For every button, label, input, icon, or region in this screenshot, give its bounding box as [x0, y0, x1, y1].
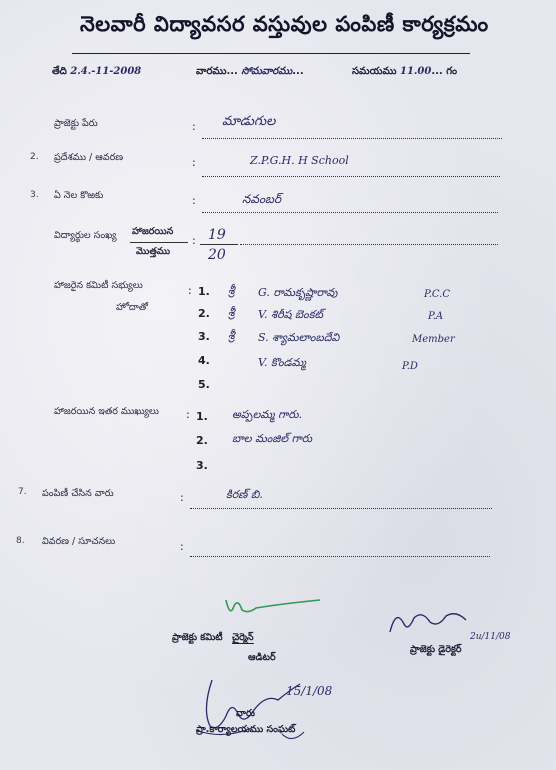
member-role: P.A	[428, 311, 444, 322]
director-label: ప్రాజెక్టు డైరెక్టర్	[410, 644, 462, 655]
member-number: 2.	[198, 307, 210, 320]
member-name: S. శ్యామలాంబదేవి	[258, 331, 340, 344]
project-name-value: మాడుగుల	[222, 114, 276, 129]
member-mark: శ్రీ	[228, 305, 235, 319]
month-value: నవంబర్	[242, 192, 282, 206]
colon: :	[186, 408, 190, 421]
other-number: 3.	[196, 459, 208, 472]
date-row	[52, 65, 141, 79]
other-name: బాల మంజిల్ గారు	[232, 432, 313, 445]
dotted-line	[202, 138, 502, 139]
member-role: Member	[412, 334, 455, 345]
member-name: G. రామకృష్ణారావు	[258, 286, 338, 299]
member-role: P.D	[402, 361, 418, 372]
dotted-line	[202, 176, 500, 177]
auditor-label: ఆడిటర్	[248, 652, 276, 663]
time-value: 11.00	[399, 66, 432, 77]
present-label: హాజరయిన	[132, 226, 174, 237]
present-count: 19	[208, 227, 226, 243]
document-title: నెలవారీ విద్యావసర వస్తువుల పంపిణీ కార్యక్రమం	[80, 12, 489, 36]
day-label: వారము	[196, 66, 227, 77]
time-unit: గం	[446, 66, 458, 77]
member-name: V. కొండమ్మ	[258, 356, 306, 369]
colon: :	[180, 540, 184, 553]
member-mark: శ్రీ	[228, 283, 235, 297]
remarks-label: వివరణ / సూచనలు	[42, 536, 116, 547]
distributor-value: కిరణ్ బి.	[226, 488, 263, 501]
date-label: తేది	[52, 66, 67, 77]
students-label: విద్యార్థుల సంఖ్య	[54, 230, 117, 241]
member-number: 3.	[198, 330, 210, 343]
colon: :	[192, 194, 196, 207]
director-date: 2u/11/08	[470, 632, 511, 642]
count-fraction-line	[200, 244, 238, 245]
member-role: P.C.C	[424, 289, 451, 300]
dotted-line	[240, 244, 498, 245]
bottom-signer-suffix: వారు	[236, 708, 255, 719]
colon: :	[192, 120, 196, 133]
fraction-line	[130, 242, 188, 243]
other-number: 2.	[196, 434, 208, 447]
committee-signature-label: ప్రాజెక్టు కమిటీ చైర్మెన్	[172, 632, 254, 643]
place-value: Z.P.G.H. H School	[250, 154, 349, 167]
dotted-line	[190, 556, 490, 557]
field-number: 8.	[16, 536, 25, 546]
member-number: 5.	[198, 378, 210, 391]
distributor-label: పంపిణీ చేసిన వారు	[42, 488, 114, 499]
field-number: 3.	[30, 190, 39, 200]
green-signature	[220, 596, 330, 624]
field-number: 2.	[30, 152, 39, 162]
day-value: సోమవారము	[241, 66, 293, 77]
dotted-line	[190, 508, 492, 509]
committee-designation-label: హోదాతో	[116, 302, 149, 313]
date-value: 2.4.-11-2008	[70, 66, 142, 77]
title-underline	[72, 53, 470, 54]
others-label: హాజరయిన ఇతర ముఖ్యులు	[54, 406, 159, 417]
time-label: సమయము	[352, 66, 397, 77]
place-label: ప్రదేశము / ఆవరణ	[54, 152, 124, 163]
dotted-line	[202, 212, 498, 213]
member-name: V. శిరీష బెంకట్	[258, 308, 323, 321]
colon: :	[188, 284, 192, 297]
office-label: ప్రా.కార్యాలయము సంఘట్	[196, 724, 296, 735]
other-name: అప్పలమ్మ గారు.	[232, 408, 303, 421]
total-count: 20	[208, 247, 226, 263]
colon: :	[180, 491, 184, 504]
member-number: 4.	[198, 354, 210, 367]
time-row: సమయము 11.00... గం	[352, 66, 458, 77]
committee-label: హాజరైన కమిటీ సభ్యులు	[54, 280, 143, 291]
bottom-date: 15/1/08	[286, 684, 333, 698]
project-name-label: ప్రాజెక్టు పేరు	[54, 118, 98, 129]
other-number: 1.	[196, 410, 208, 423]
colon: :	[192, 156, 196, 169]
day-row: వారము... సోమవారము...	[196, 66, 304, 77]
member-number: 1.	[198, 285, 210, 298]
month-label: ఏ నెల కొఱకు	[54, 190, 104, 201]
total-label: మొత్తము	[136, 246, 171, 257]
colon: :	[192, 234, 196, 247]
chairman-label: చైర్మెన్	[231, 632, 254, 643]
member-mark: శ్రీ	[228, 328, 235, 342]
field-number: 7.	[18, 487, 27, 497]
